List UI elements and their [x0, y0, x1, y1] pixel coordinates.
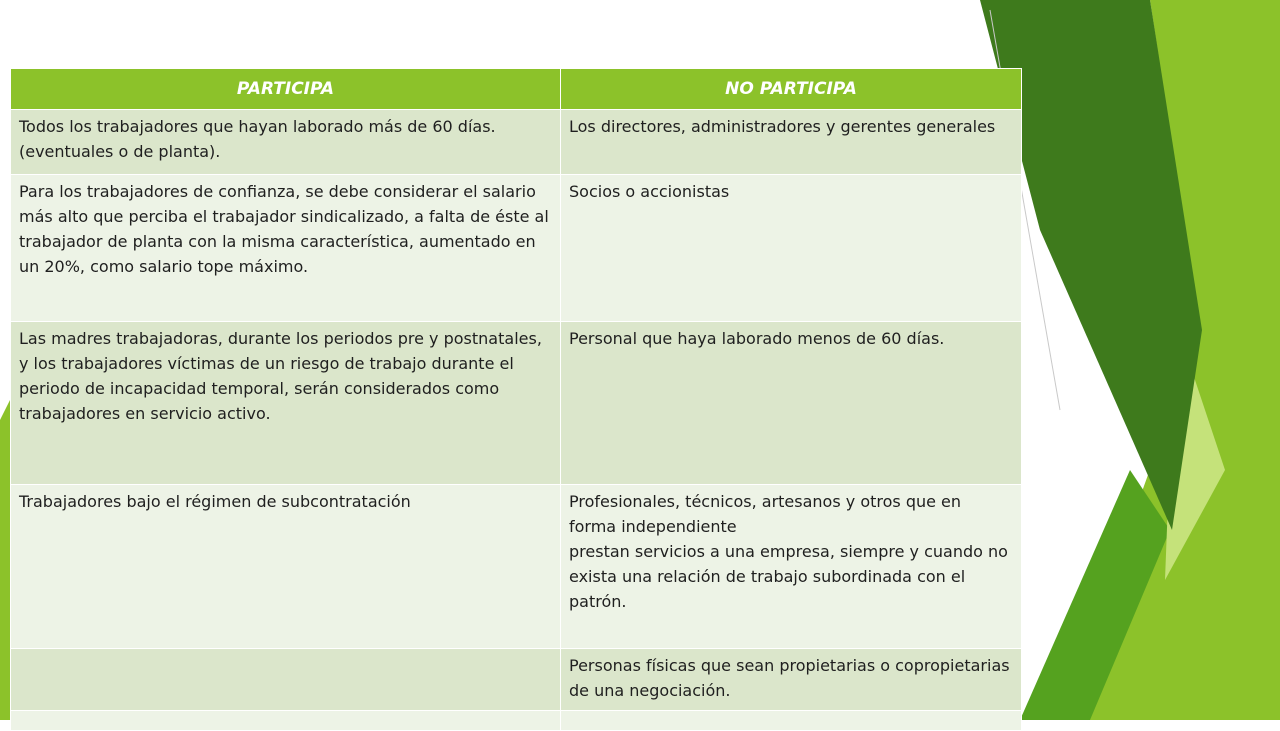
cell-no-participa	[561, 485, 1022, 649]
table-row	[11, 485, 1022, 649]
header-participa: PARTICIPA	[11, 69, 561, 110]
cell-no-participa	[561, 711, 1022, 731]
cell-no-participa: Los directores, administradores y gerentes generales	[561, 110, 1022, 175]
table-row	[11, 175, 1022, 322]
cell-no-participa: Socios o accionistas	[561, 175, 1022, 322]
left-green-edge	[0, 400, 10, 720]
cell-participa: Todos los trabajadores que hayan laborado más de 60 días. (eventuales o de planta).	[11, 110, 561, 175]
table-row	[11, 322, 1022, 485]
table-header-row	[11, 69, 1022, 110]
cell-participa	[11, 711, 561, 731]
cell-participa: Las madres trabajadoras, durante los periodos pre y postnatales, y los trabajadores víctimas de un riesgo de trabajo durante el periodo de incapacidad temporal, serán considerados como trabajadores en servicio activo.	[11, 322, 561, 485]
table-row	[11, 110, 1022, 175]
cell-no-participa: Personal que haya laborado menos de 60 días.	[561, 322, 1022, 485]
cell-no-participa: Personas físicas que sean propietarias o copropietarias de una negociación.	[561, 649, 1022, 711]
cell-participa	[11, 649, 561, 711]
header-no-participa: NO PARTICIPA	[561, 69, 1022, 110]
cell-line: Profesionales, técnicos, artesanos y otros que en forma independiente	[569, 492, 962, 536]
table-row	[11, 649, 1022, 711]
participation-table	[10, 68, 1022, 731]
cell-line: prestan servicios a una empresa, siempre y cuando no exista una relación de trabajo subordinada con el patrón.	[569, 542, 1008, 611]
table-row	[11, 711, 1022, 731]
cell-participa: Trabajadores bajo el régimen de subcontratación	[11, 485, 561, 649]
cell-participa: Para los trabajadores de confianza, se debe considerar el salario más alto que perciba el trabajador sindicalizado, a falta de éste al trabajador de planta con la misma característica, aumentado en un 20%, como salario tope máximo.	[11, 175, 561, 322]
